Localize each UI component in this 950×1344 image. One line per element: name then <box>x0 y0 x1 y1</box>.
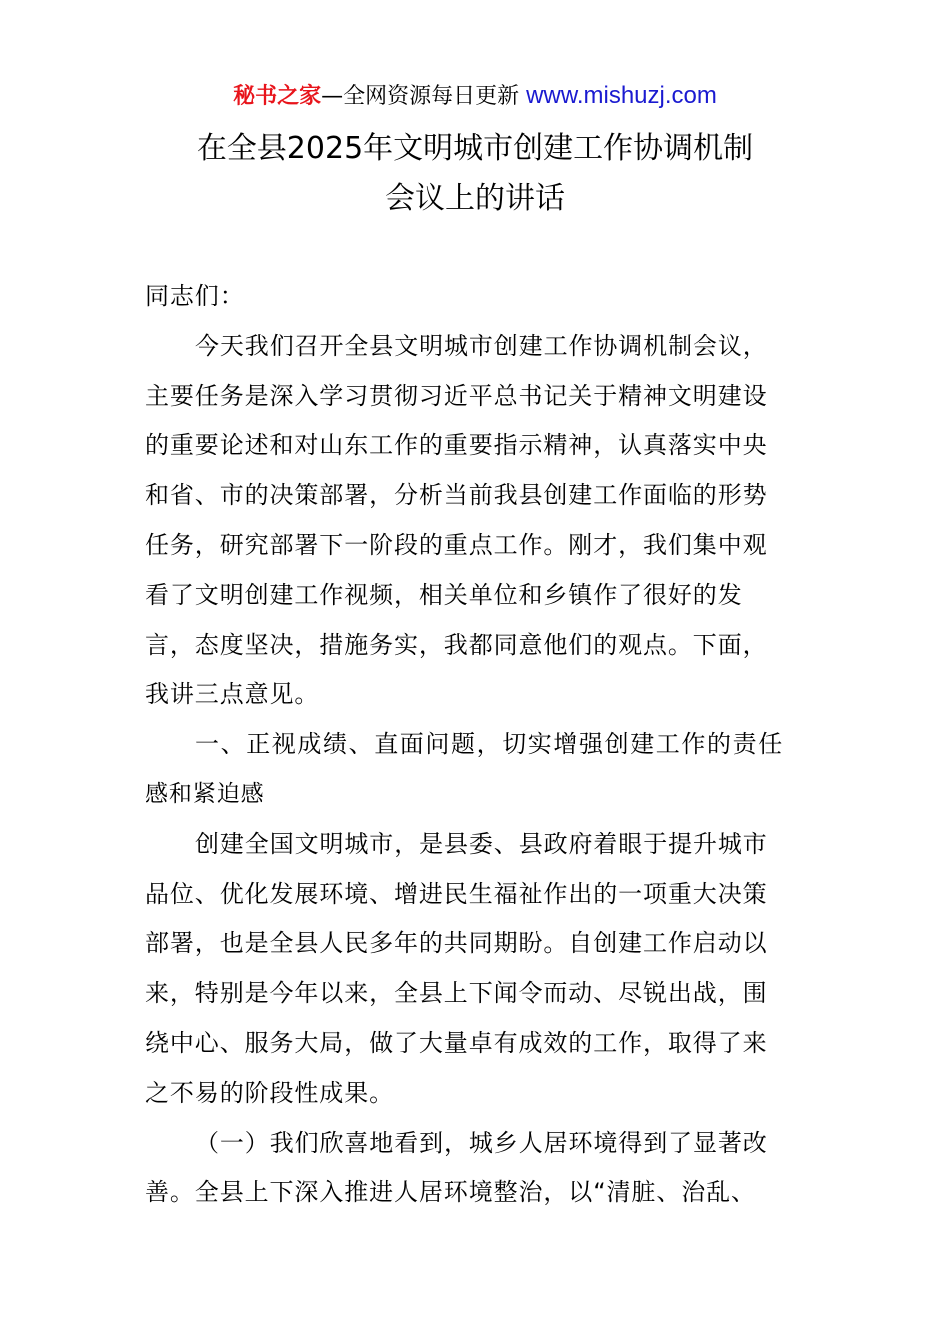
text-line: （一）我们欣喜地看到，城乡人居环境得到了显著改 <box>195 1128 768 1157</box>
document-body <box>145 272 825 1218</box>
text-line: 创建全国文明城市，是县委、县政府着眼于提升城市 <box>195 829 768 858</box>
title-line: 会议上的讲话 <box>385 181 565 216</box>
text-line: 品位、优化发展环境、增进民生福祉作出的一项重大决策 <box>145 879 768 908</box>
text-line: 感和紧迫感 <box>145 780 265 807</box>
site-url-link[interactable]: www.mishuzj.com <box>526 82 717 109</box>
text-line: 绕中心、服务大局，做了大量卓有成效的工作，取得了来 <box>145 1028 768 1057</box>
text-line: 今天我们召开全县文明城市创建工作协调机制会议， <box>195 331 768 360</box>
paragraph <box>145 1119 825 1219</box>
text-line: 部署，也是全县人民多年的共同期盼。自创建工作启动以 <box>145 929 768 958</box>
title-line: 在全县2025年文明城市创建工作协调机制 <box>196 131 754 166</box>
text-line: 来，特别是今年以来，全县上下闻令而动、尽锐出战，围 <box>145 979 768 1008</box>
paragraph <box>145 322 825 720</box>
text-line: 我讲三点意见。 <box>145 680 320 709</box>
salutation: 同志们： <box>145 282 245 310</box>
text-line: 一、正视成绩、直面问题，切实增强创建工作的责任 <box>195 730 784 759</box>
section-heading <box>145 720 825 820</box>
banner-slogan: —全网资源每日更新 <box>321 84 520 109</box>
text-line: 言，态度坚决，措施务实，我都同意他们的观点。下面， <box>145 630 768 659</box>
brand-name: 秘书之家 <box>233 84 322 109</box>
text-line: 之不易的阶段性成果。 <box>145 1078 394 1107</box>
text-line: 主要任务是深入学习贯彻习近平总书记关于精神文明建设 <box>145 381 768 410</box>
text-line: 善。全县上下深入推进人居环境整治，以“清脏、治乱、 <box>145 1178 756 1207</box>
text-line: 看了文明创建工作视频，相关单位和乡镇作了很好的发 <box>145 580 743 609</box>
document-title <box>0 124 950 224</box>
paragraph <box>145 820 825 1119</box>
text-line: 任务，研究部署下一阶段的重点工作。刚才，我们集中观 <box>145 530 768 559</box>
site-banner <box>0 80 950 113</box>
text-line: 和省、市的决策部署，分析当前我县创建工作面临的形势 <box>145 481 768 510</box>
text-line: 的重要论述和对山东工作的重要指示精神，认真落实中央 <box>145 431 768 460</box>
